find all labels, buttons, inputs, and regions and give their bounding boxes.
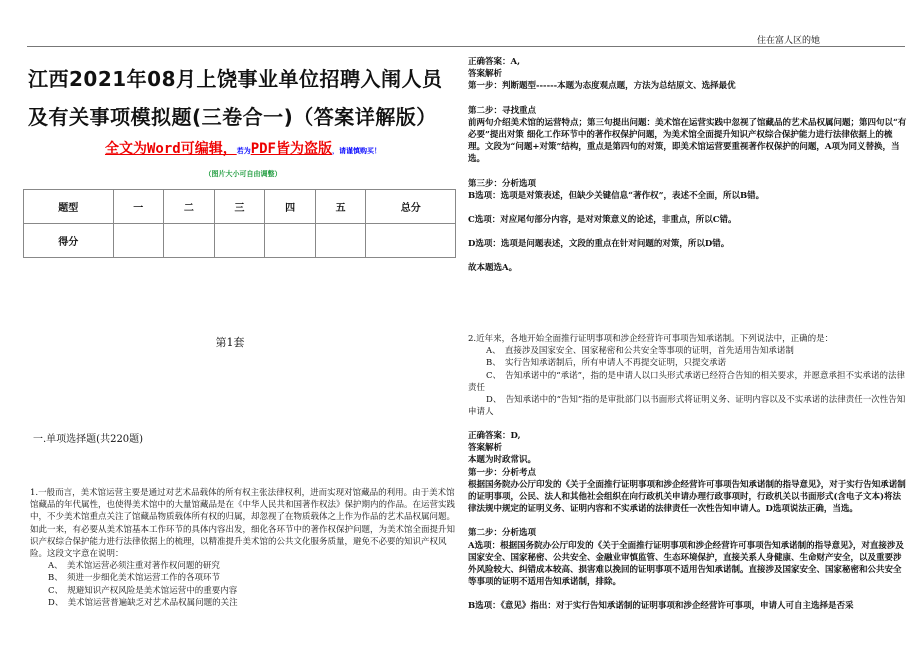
step1: 第一步：判断题型------本题为态度观点题，方法为总结原文、选择最优 <box>468 81 736 92</box>
cell: 四 <box>265 190 316 224</box>
cell: 一 <box>113 190 164 224</box>
notice-part1: 全文为Word可编辑， <box>104 141 237 157</box>
step3: 第三步：分析选项 <box>468 178 537 189</box>
option-d: D、 告知承诺中的“告知”指的是审批部门以书面形式将证明义务、证明内容以及不实承诺的法律责任一次性告知申请人 <box>468 395 906 418</box>
cell: 总分 <box>366 190 456 224</box>
score-table-row <box>24 224 456 258</box>
answer-1 <box>468 56 908 275</box>
analysis-label: 答案解析 <box>468 69 503 80</box>
note: 本题为时政常识。 <box>468 455 537 466</box>
cell: 二 <box>164 190 215 224</box>
option-b: B、 须进一步细化美术馆运营工作的各项环节 <box>48 573 220 584</box>
step2-text: 前两句介绍美术馆的运营特点；第三句提出问题：美术馆在运营实践中忽视了馆藏品的艺术品权属问题；第四句以“有必要”提出对策 细化工作环节中的著作权保护问题，为美术馆全面提升知识产权综合保护能力进行法律依据上的梳理。文段为“问题+对策”结构，重点是第四句的对策，即美术馆运营要重视著作权保护的问题，A项为同义替换，当选。 <box>468 117 907 165</box>
score-table <box>23 189 456 258</box>
notice-part3: PDF皆为盗版 <box>250 141 332 157</box>
cell: 得分 <box>24 224 114 258</box>
score-table-header <box>24 190 456 224</box>
step1-text: 根据国务院办公厅印发的《关于全面推行证明事项和涉企经营许可事项告知承诺制的指导意见》，对于实行告知承诺制的证明事项，公民、法人和其他社会组织在向行政机关申请办理行政事项时，行政机关以书面形式(含电子文本)将法律法规中规定的证明义务、证明内容和不实承诺的法律责任一次性告知申请人。D选项说法正确，当选。 <box>468 479 906 515</box>
copyright-notice <box>28 138 458 158</box>
option-b-analysis: B选项：选项是对策表述，但缺少关键信息“著作权”，表述不全面，所以B错。 <box>468 190 765 201</box>
option-b-analysis: B选项：《意见》指出：对于实行告知承诺制的证明事项和涉企经营许可事项，申请人可自主选择是否采 <box>468 601 854 612</box>
option-b: B、 实行告知承诺制后，所有申请人不再提交证明，只提交承诺 <box>486 358 726 369</box>
cell: 题型 <box>24 190 114 224</box>
notice-part4: ，请谨慎购买！ <box>332 147 381 155</box>
option-a: A、 直接涉及国家安全、国家秘密和公共安全等事项的证明，首先适用告知承诺制 <box>486 346 794 357</box>
image-note: （图片大小可自由调整） <box>204 169 282 178</box>
option-c: C、 告知承诺中的“承诺”，指的是申请人以口头形式承诺已经符合告知的相关要求，并愿意承担不实承诺的法律责任 <box>468 370 905 393</box>
question-2 <box>468 333 908 418</box>
analysis-label: 答案解析 <box>468 443 503 454</box>
set-label: 第1套 <box>215 336 245 349</box>
correct-answer: 正确答案：D, <box>468 431 521 441</box>
notice-part2: 若为 <box>236 147 251 155</box>
question-stem: 1.一般而言，美术馆运营主要是通过对艺术品载体的所有权主张法律权利，进而实现对馆藏品的利用。由于美术馆馆藏品的年代属性，也使得美术馆中的大量馆藏品是在《中华人民共和国著作权法》保护期内的作品。在运营实践中，不少美术馆重点关注了馆藏品物质载体所有权的归属，却忽视了在物质载体之上作为作品的艺术品权属问题。如此一来，有必要从美术馆基本工作环节的具体内容出发，细化各环节中的著作权保护问题，为美术馆全面提升知识产权综合保护能力进行法律依据上的梳理，以精准提升美术馆的公共文化服务质量，避免不必要的知识产权风险。这段文字意在说明： <box>30 488 456 560</box>
document-title: 江西2021年08月上饶事业单位招聘入闱人员及有关事项模拟题(三卷合一)（答案详解版） <box>28 67 443 129</box>
correct-answer: 正确答案：A, <box>468 57 521 67</box>
question-stem: 2.近年来，各地开始全面推行证明事项和涉企经营许可事项告知承诺制。下列说法中，正确的是： <box>468 334 834 344</box>
page-header: 住在富人区的她 <box>756 36 820 46</box>
header-divider <box>27 46 905 47</box>
cell: 五 <box>315 190 366 224</box>
conclusion: 故本题选A。 <box>468 263 518 274</box>
section-heading: 一.单项选择题(共220题) <box>33 434 144 445</box>
option-c: C、 规避知识产权风险是美术馆运营中的重要内容 <box>48 585 238 596</box>
cell: 三 <box>214 190 265 224</box>
option-a: A、 美术馆运营必须注重对著作权问题的研究 <box>48 561 220 572</box>
option-d-analysis: D选项：选项是问题表述，文段的重点在针对问题的对策，所以D错。 <box>468 239 730 250</box>
option-d: D、 美术馆运营普遍缺乏对艺术品权属问题的关注 <box>48 597 238 608</box>
step2: 第二步：寻找重点 <box>468 105 537 116</box>
option-a-analysis: A选项：根据国务院办公厅印发的《关于全面推行证明事项和涉企经营许可事项告知承诺制的指导意见》，对直接涉及国家安全、国家秘密、公共安全、金融业审慎监管、生态环境保护，直接关系人身健康、生命财产安全，以及重要涉外风险较大、纠错成本较高、损害难以挽回的证明事项不适用告知承诺制。直接涉及国家安全、国家秘密和公共安全等事项的证明不适用告知承诺制，排除。 <box>468 540 904 588</box>
option-c-analysis: C选项：对应尾句部分内容，是对对策意义的论述，非重点，所以C错。 <box>468 215 737 226</box>
step1: 第一步：分析考点 <box>468 467 537 478</box>
question-1 <box>30 487 455 609</box>
answer-2 <box>468 430 908 613</box>
step2: 第二步：分析选项 <box>468 528 537 539</box>
